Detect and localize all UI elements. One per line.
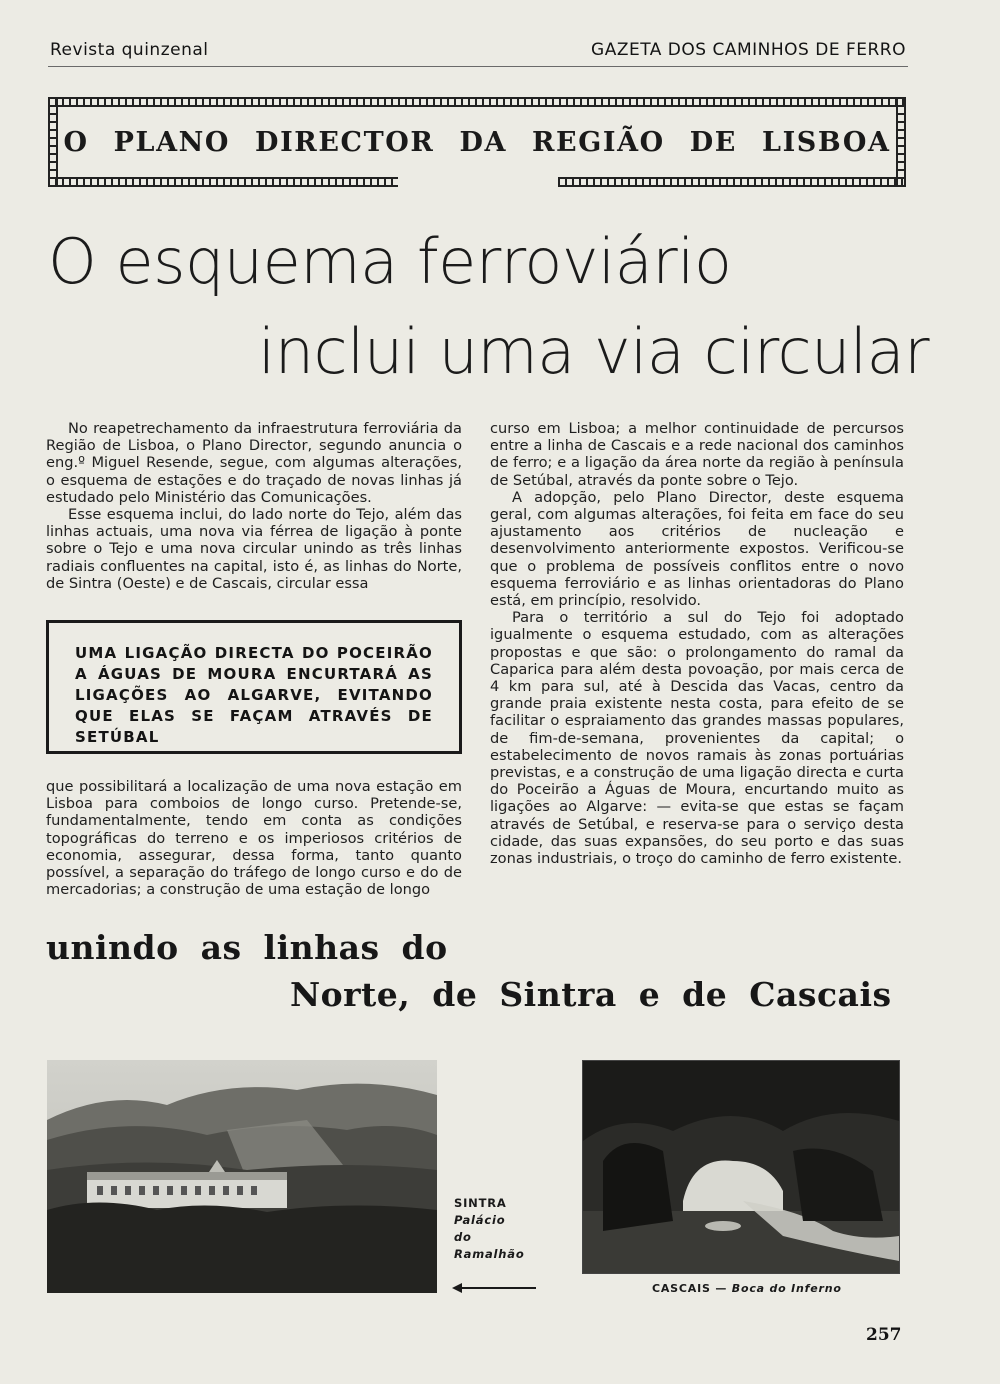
pull-quote-text: UMA LIGAÇÃO DIRECTA DO POCEIRÃO A ÁGUAS DE MOURA ENCURTARÁ AS LIGAÇÕES AO ALGARVE, EVITANDO QUE ELAS SE FAÇAM ATRAVÉS DE SETÚBAL (75, 644, 433, 746)
page-number: 257 (866, 1325, 902, 1345)
caption-sintra-line: do (454, 1230, 472, 1244)
caption-sintra-line: Palácio (454, 1213, 506, 1227)
caption-sintra-place: SINTRA (454, 1196, 507, 1210)
article-column-left-top (46, 420, 462, 592)
paragraph: que possibilitará a localização de uma nova estação em Lisboa para comboios de longo curso. Pretende-se, fundamentalmente, tendo em conta as condições topográficas do terreno e os imperiosos critérios de economia, assegurar, dessa forma, tanto quanto possível, a separação do tráfego de longo curso e do de mercadorias; a construção de uma estação de longo (46, 778, 462, 899)
paragraph: Para o território a sul do Tejo foi adoptado igualmente o esquema estudado, com as alterações propostas e que são: o prolongamento do ramal da Caparica para além desta povoação, por mais cerca de 4 km para sul, até à Descida das Vacas, centro da grande praia existente nesta costa, para efeito de se facilitar o espraiamento das grandes massas populares, de fim-de-semana, provenientes da capital; o estabelecimento de novos ramais às zonas portuárias previstas, e a construção de uma ligação directa e curta do Poceirão a Águas de Moura, encurtando muito as ligações ao Algarve: — evita-se que estas se façam através de Setúbal, e reserva-se para o serviço desta cidade, das suas expansões, do seu porto e das suas zonas industriais, o troço do caminho de ferro existente. (490, 609, 904, 868)
banner-border-bottom-left (48, 177, 398, 187)
running-head-left: Revista quinzenal (50, 40, 209, 60)
caption-sintra-line: Ramalhão (454, 1247, 525, 1261)
running-head-right: GAZETA DOS CAMINHOS DE FERRO (591, 40, 906, 60)
caption-cascais-desc: Boca do Inferno (731, 1282, 842, 1295)
photo-sintra-image (47, 1060, 437, 1293)
caption-cascais-dash: — (710, 1282, 732, 1295)
pull-quote-box (46, 620, 462, 754)
paragraph: Esse esquema inclui, do lado norte do Tejo, além das linhas actuais, uma nova via férrea de ligação à ponte sobre o Tejo e uma nova circular unindo as três linhas radiais confluentes na capital, isto é, as linhas do Norte, de Sintra (Oeste) e de Cascais, circular essa (46, 506, 462, 592)
section-banner (48, 97, 906, 187)
caption-cascais-place: CASCAIS (652, 1282, 711, 1295)
caption-cascais (652, 1280, 842, 1297)
banner-border-top (48, 97, 906, 107)
arrow-left-icon (452, 1282, 536, 1294)
banner-title: O PLANO DIRECTOR DA REGIÃO DE LISBOA (63, 127, 891, 158)
paragraph: No reapetrechamento da infraestrutura ferroviária da Região de Lisboa, o Plano Director, segundo anuncia o eng.º Miguel Resende, segue, com algumas alterações, o esquema de estações e do traçado de novas linhas já estudado pelo Ministério das Comunicações. (46, 420, 462, 506)
header-rule (48, 66, 908, 67)
photo-cascais-boca-do-inferno (582, 1060, 900, 1274)
article-column-left-bottom (46, 778, 462, 898)
subheadline-line-2: Norte, de Sintra e de Cascais (290, 975, 892, 1014)
photo-sintra-palace (47, 1060, 437, 1293)
banner-border-bottom-right (558, 177, 906, 187)
headline-line-1: O esquema ferroviário (48, 225, 732, 298)
headline-line-2: inclui uma via circular (258, 315, 930, 388)
paragraph: A adopção, pelo Plano Director, deste esquema geral, com algumas alterações, foi feita em face do seu ajustamento aos critérios de nucleação e desenvolvimento anteriormente expostos. Verificou-se que o problema de possíveis conflitos entre o novo esquema ferroviário e as linhas orientadoras do Plano está, em princípio, resolvido. (490, 488, 904, 610)
article-column-right (490, 420, 904, 867)
paragraph: curso em Lisboa; a melhor continuidade de percursos entre a linha de Cascais e a rede nacional dos caminhos de ferro; e a ligação da área norte da região à península de Setúbal, através da ponte sobre o Tejo. (490, 420, 904, 489)
subheadline-line-1: unindo as linhas do (46, 928, 448, 967)
caption-sintra (454, 1195, 525, 1263)
photo-cascais-image (583, 1061, 899, 1273)
